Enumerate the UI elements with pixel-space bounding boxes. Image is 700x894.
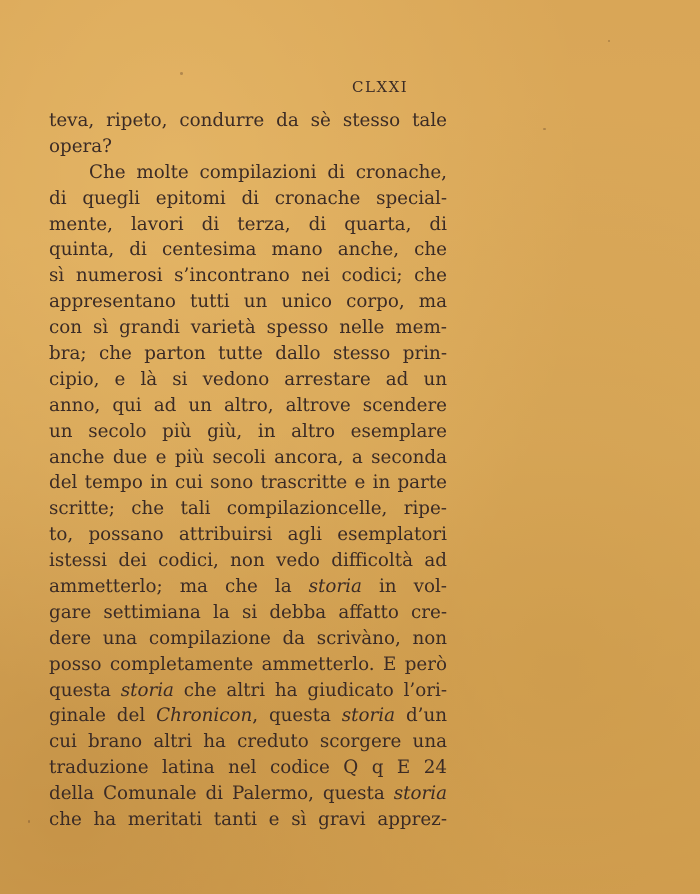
text-line — [49, 212, 447, 238]
text-line — [49, 807, 447, 833]
text-segment: posso completamente ammetterlo. E però — [49, 653, 447, 675]
text-segment: cui brano altri ha creduto scorgere una — [49, 731, 447, 753]
text-line — [49, 367, 447, 393]
text-line — [49, 289, 447, 315]
text-segment: istessi dei codici, non vedo difficoltà ad — [49, 550, 447, 572]
text-segment: ammetterlo; ma che la — [49, 576, 309, 598]
italic-word: storia — [120, 679, 174, 701]
text-segment: traduzione latina nel codice Q q E 24 — [49, 757, 447, 779]
paper-speck — [608, 40, 610, 42]
text-segment: scritte; che tali compilazioncelle, ripe- — [49, 498, 447, 520]
text-line — [49, 445, 447, 471]
text-segment: cipio, e là si vedono arrestare ad un — [49, 368, 447, 390]
text-segment: questa — [49, 679, 121, 701]
text-line — [49, 496, 447, 522]
text-line — [49, 729, 447, 755]
text-segment: ginale del — [49, 705, 157, 727]
text-segment: che altri ha giudicato l’ori- — [173, 679, 447, 701]
text-line — [49, 108, 447, 134]
text-segment: appresentano tutti un unico corpo, ma — [49, 291, 447, 313]
italic-word: storia — [341, 705, 396, 727]
text-line — [49, 652, 447, 678]
text-line — [49, 134, 447, 160]
text-segment: anche due e più secoli ancora, a seconda — [49, 446, 447, 468]
text-line — [49, 237, 447, 263]
italic-word: storia — [308, 576, 362, 598]
text-segment: dere una compilazione da scrivàno, non — [49, 627, 447, 649]
text-line — [49, 315, 447, 341]
paper-speck — [28, 820, 30, 823]
text-segment: sì numerosi s’incontrano nei codici; che — [49, 265, 447, 287]
paper-speck — [180, 72, 183, 75]
text-segment: to, possano attribuirsi agli esemplatori — [49, 524, 447, 546]
text-line — [49, 781, 447, 807]
text-segment: anno, qui ad un altro, altrove scendere — [49, 394, 447, 416]
body-text — [49, 108, 447, 833]
text-segment: della Comunale di Palermo, questa — [49, 783, 394, 805]
text-segment: quinta, di centesima mano anche, che — [49, 239, 447, 261]
text-segment: che ha meritati tanti e sì gravi apprez- — [49, 809, 447, 831]
text-segment: mente, lavori di terza, di quarta, di — [49, 213, 447, 235]
italic-word: storia — [393, 783, 447, 805]
page-number: CLXXI — [352, 78, 409, 96]
text-line — [49, 263, 447, 289]
text-line — [49, 574, 447, 600]
text-line — [49, 419, 447, 445]
paper-speck — [543, 128, 546, 130]
text-line — [49, 600, 447, 626]
text-segment: con sì grandi varietà spesso nelle mem- — [49, 317, 447, 339]
text-line — [49, 703, 447, 729]
text-line — [49, 548, 447, 574]
text-segment: teva, ripeto, condurre da sè stesso tale — [49, 110, 447, 131]
text-line — [49, 470, 447, 496]
text-line — [49, 755, 447, 781]
text-segment: gare settimiana la si debba affatto cre- — [49, 601, 447, 623]
text-segment: un secolo più giù, in altro esemplare — [49, 420, 447, 442]
text-segment: in vol- — [361, 576, 447, 598]
text-line — [49, 393, 447, 419]
text-line — [49, 678, 447, 704]
text-segment: del tempo in cui sono trascritte e in parte — [49, 472, 447, 494]
text-segment: bra; che parton tutte dallo stesso prin- — [49, 343, 447, 365]
text-line — [49, 341, 447, 367]
text-line — [49, 160, 447, 186]
text-line — [49, 186, 447, 212]
italic-word: Chronicon — [156, 705, 253, 727]
text-segment: opera? — [49, 135, 112, 157]
text-line — [49, 626, 447, 652]
text-segment: Che molte compilazioni di cronache, — [89, 161, 447, 183]
text-segment: , questa — [252, 705, 342, 727]
text-line — [49, 522, 447, 548]
text-segment: di quegli epitomi di cronache special- — [49, 187, 447, 209]
text-segment: d’un — [395, 705, 448, 727]
